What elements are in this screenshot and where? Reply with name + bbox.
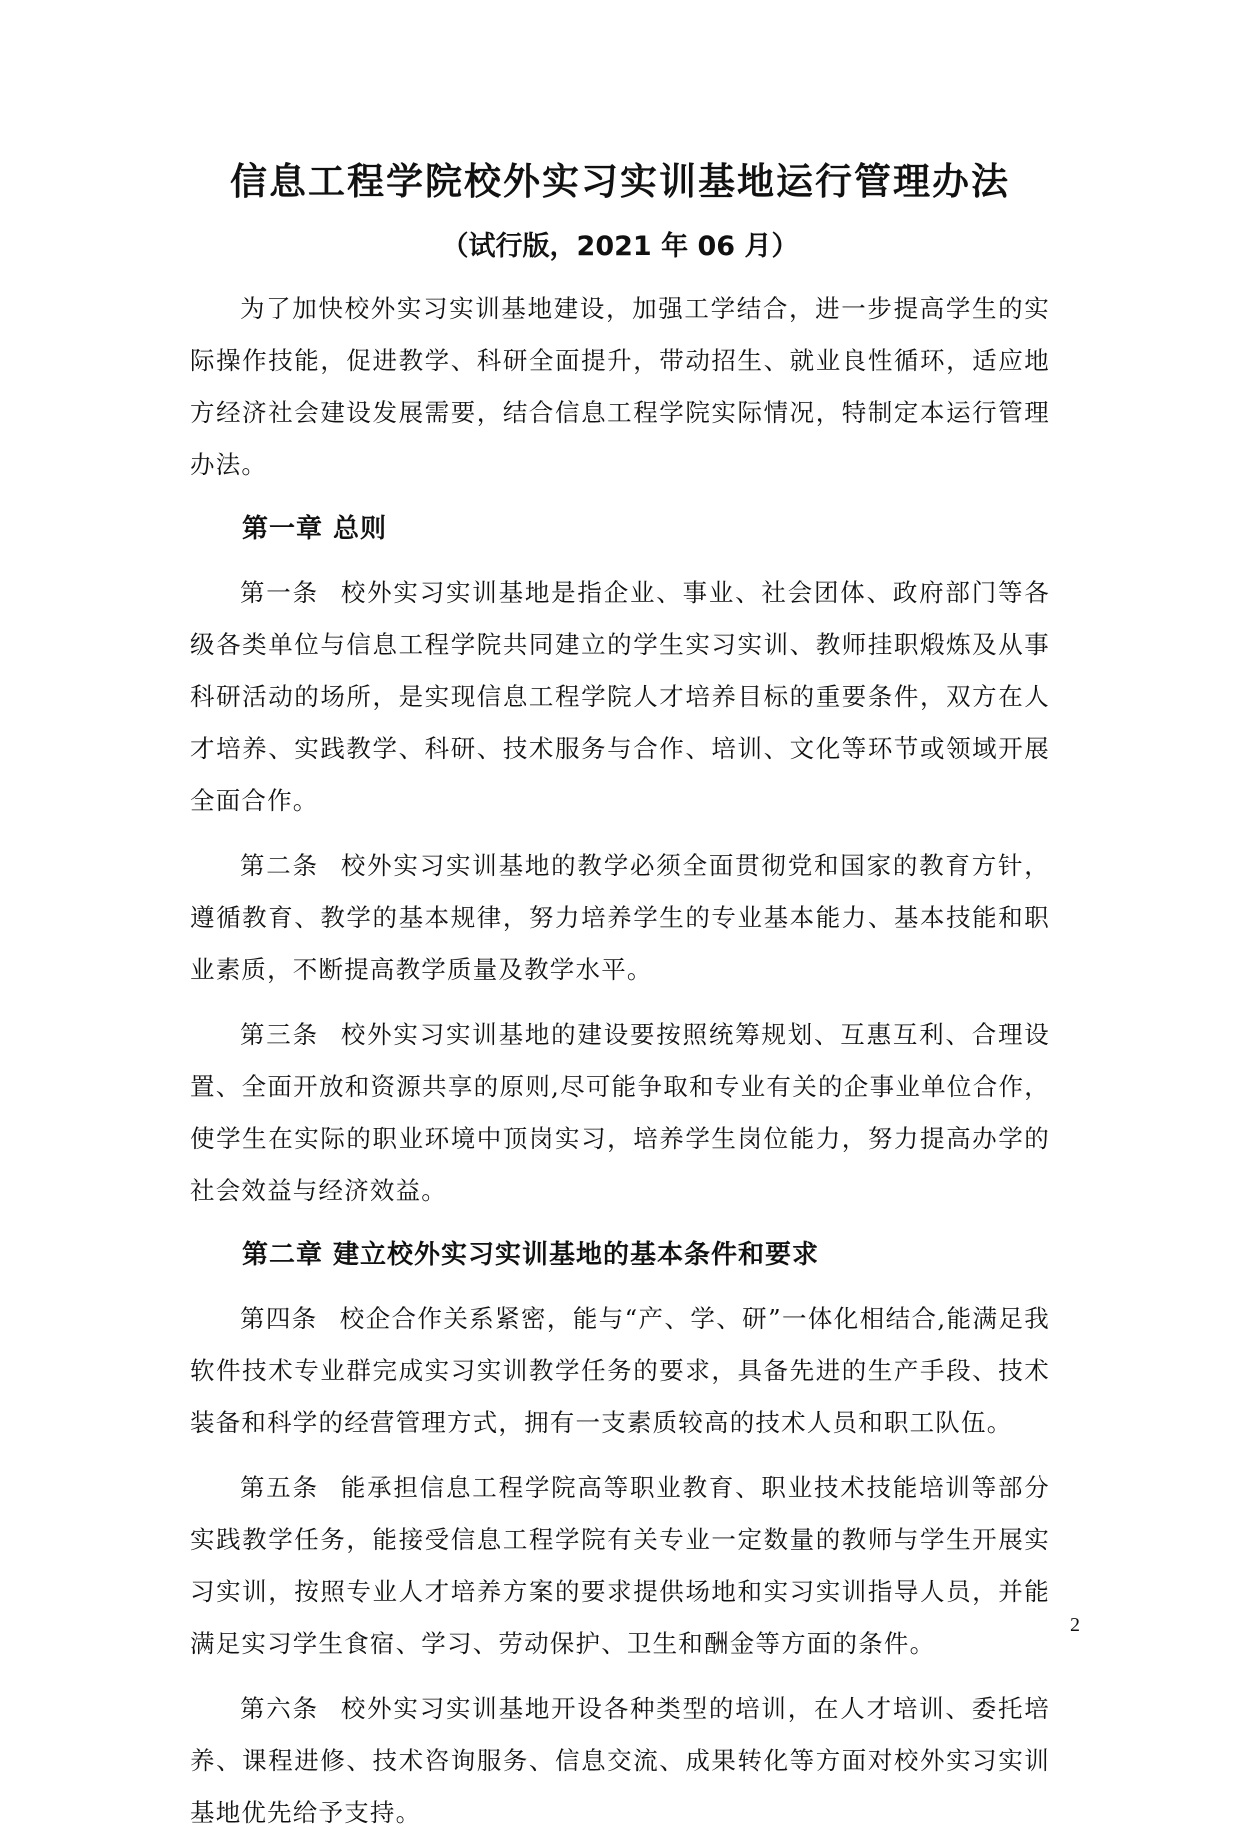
article-text: 校外实习实训基地的教学必须全面贯彻党和国家的教育方针，遵循教育、教学的基本规律，努力培养学生的专业基本能力、基本技能和职业素质，不断提高教学质量及教学水平。 bbox=[190, 851, 1050, 984]
article-text: 校外实习实训基地是指企业、事业、社会团体、政府部门等各级各类单位与信息工程学院共同建立的学生实习实训、教师挂职煅炼及从事科研活动的场所，是实现信息工程学院人才培养目标的重要条件，双方在人才培养、实践教学、科研、技术服务与合作、培训、文化等环节或领域开展全面合作。 bbox=[190, 578, 1050, 815]
article-label: 第五条 bbox=[240, 1473, 319, 1502]
chapter-2-heading: 第二章 建立校外实习实训基地的基本条件和要求 bbox=[242, 1240, 820, 1270]
document-body bbox=[190, 283, 1050, 1839]
article-5 bbox=[190, 1462, 1050, 1670]
page-number: 2 bbox=[1070, 1614, 1080, 1636]
article-text: 校外实习实训基地的建设要按照统筹规划、互惠互利、合理设置、全面开放和资源共享的原则,尽可能争取和专业有关的企事业单位合作，使学生在实际的职业环境中顶岗实习，培养学生岗位能力，努力提高办学的社会效益与经济效益。 bbox=[190, 1020, 1050, 1205]
article-3 bbox=[190, 1009, 1050, 1217]
article-1 bbox=[190, 567, 1050, 827]
article-text: 校企合作关系紧密，能与“产、学、研”一体化相结合,能满足我软件技术专业群完成实习实训教学任务的要求，具备先进的生产手段、技术装备和科学的经营管理方式，拥有一支素质较高的技术人员和职工队伍。 bbox=[190, 1304, 1050, 1437]
chapter-1-heading: 第一章 总则 bbox=[242, 514, 388, 544]
article-label: 第四条 bbox=[240, 1304, 318, 1333]
article-label: 第一条 bbox=[240, 578, 319, 607]
document-title: 信息工程学院校外实习实训基地运行管理办法 bbox=[230, 160, 1010, 203]
intro-paragraph: 为了加快校外实习实训基地建设，加强工学结合，进一步提高学生的实际操作技能，促进教学、科研全面提升，带动招生、就业良性循环，适应地方经济社会建设发展需要，结合信息工程学院实际情况，特制定本运行管理办法。 bbox=[190, 294, 1050, 479]
article-text: 校外实习实训基地开设各种类型的培训，在人才培训、委托培养、课程进修、技术咨询服务、信息交流、成果转化等方面对校外实习实训基地优先给予支持。 bbox=[190, 1694, 1050, 1827]
article-4 bbox=[190, 1293, 1050, 1449]
document-subtitle: （试行版，2021 年 06 月） bbox=[441, 231, 799, 262]
article-label: 第三条 bbox=[240, 1020, 319, 1049]
article-2 bbox=[190, 840, 1050, 996]
article-label: 第二条 bbox=[240, 851, 319, 880]
article-text: 能承担信息工程学院高等职业教育、职业技术技能培训等部分实践教学任务，能接受信息工程学院有关专业一定数量的教师与学生开展实习实训，按照专业人才培养方案的要求提供场地和实习实训指导人员，并能满足实习学生食宿、学习、劳动保护、卫生和酬金等方面的条件。 bbox=[190, 1473, 1050, 1658]
article-6 bbox=[190, 1683, 1050, 1839]
article-label: 第六条 bbox=[240, 1694, 319, 1723]
